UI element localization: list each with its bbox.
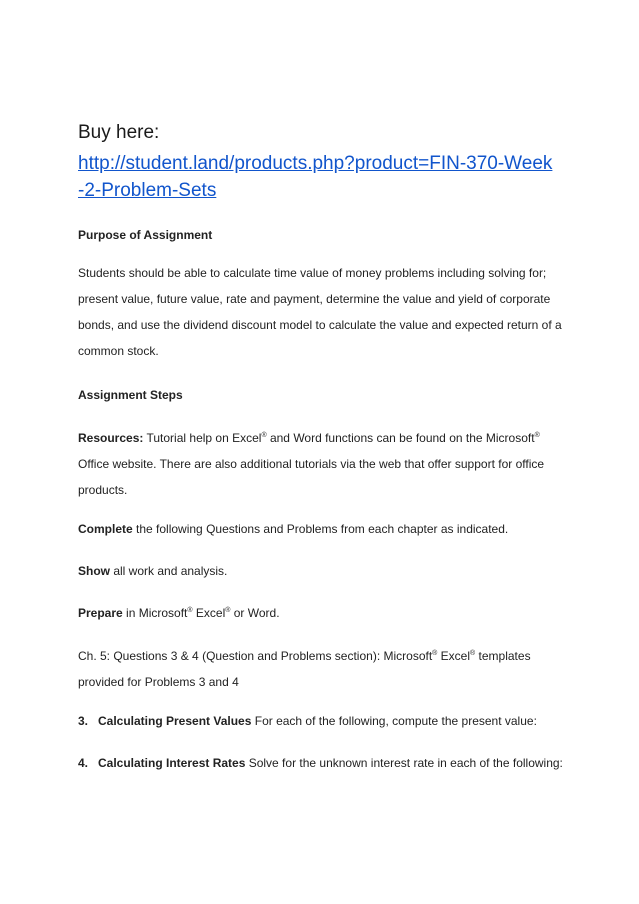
resources-line-1 bbox=[78, 425, 578, 451]
prepare-text-c: or Word. bbox=[230, 606, 280, 620]
purpose-line: bonds, and use the dividend discount model to calculate the value and expected return of a bbox=[78, 318, 562, 332]
show-instruction bbox=[78, 564, 227, 578]
problem-text: Solve for the unknown interest rate in each of the following: bbox=[245, 756, 563, 770]
prepare-text-a: in Microsoft bbox=[122, 606, 188, 620]
chapter-line-1 bbox=[78, 643, 578, 669]
purpose-heading: Purpose of Assignment bbox=[78, 228, 213, 242]
chapter-text-c: templates bbox=[475, 649, 531, 663]
problem-number: 4. bbox=[78, 756, 89, 770]
registered-mark: ® bbox=[261, 432, 267, 439]
complete-label: Complete bbox=[78, 522, 133, 536]
chapter-text-b: Excel bbox=[437, 649, 471, 663]
chapter-line-2: provided for Problems 3 and 4 bbox=[78, 675, 239, 689]
show-label: Show bbox=[78, 564, 110, 578]
resources-label: Resources: bbox=[78, 431, 144, 445]
product-link-line-1[interactable]: http://student.land/products.php?product=FIN-370-Week bbox=[78, 153, 553, 174]
prepare-instruction bbox=[78, 606, 280, 620]
purpose-line: Students should be able to calculate time value of money problems including solving for; bbox=[78, 266, 547, 280]
buy-here-label: Buy here: bbox=[78, 122, 160, 143]
registered-mark: ® bbox=[225, 607, 231, 614]
purpose-line: common stock. bbox=[78, 344, 159, 358]
purpose-line: present value, future value, rate and payment, determine the value and yield of corporate bbox=[78, 292, 551, 306]
chapter-paragraph bbox=[78, 643, 578, 695]
prepare-text-b: Excel bbox=[192, 606, 226, 620]
registered-mark: ® bbox=[432, 650, 438, 657]
complete-text: the following Questions and Problems from each chapter as indicated. bbox=[132, 522, 509, 536]
resources-line-2: Office website. There are also additional tutorials via the web that offer support for office bbox=[78, 457, 545, 471]
show-text: all work and analysis. bbox=[110, 564, 228, 578]
prepare-label: Prepare bbox=[78, 606, 123, 620]
resources-paragraph bbox=[78, 425, 578, 503]
chapter-text-a: Ch. 5: Questions 3 & 4 (Question and Problems section): Microsoft bbox=[78, 649, 433, 663]
resources-text-a: Tutorial help on Excel bbox=[143, 431, 262, 445]
resources-text-b: and Word functions can be found on the Microsoft bbox=[266, 431, 535, 445]
problem-text: For each of the following, compute the present value: bbox=[251, 714, 537, 728]
registered-mark: ® bbox=[187, 607, 193, 614]
assignment-steps-heading: Assignment Steps bbox=[78, 388, 183, 402]
product-link-line-2[interactable]: -2-Problem-Sets bbox=[78, 180, 217, 201]
problem-title: Calculating Present Values bbox=[98, 714, 252, 728]
complete-instruction bbox=[78, 522, 508, 536]
registered-mark: ® bbox=[534, 432, 540, 439]
purpose-paragraph bbox=[78, 260, 578, 364]
problem-3 bbox=[78, 714, 537, 728]
registered-mark: ® bbox=[470, 650, 476, 657]
problem-number: 3. bbox=[78, 714, 89, 728]
product-link[interactable] bbox=[78, 150, 578, 204]
problem-title: Calculating Interest Rates bbox=[98, 756, 246, 770]
problem-4 bbox=[78, 756, 563, 770]
resources-line-3: products. bbox=[78, 483, 128, 497]
